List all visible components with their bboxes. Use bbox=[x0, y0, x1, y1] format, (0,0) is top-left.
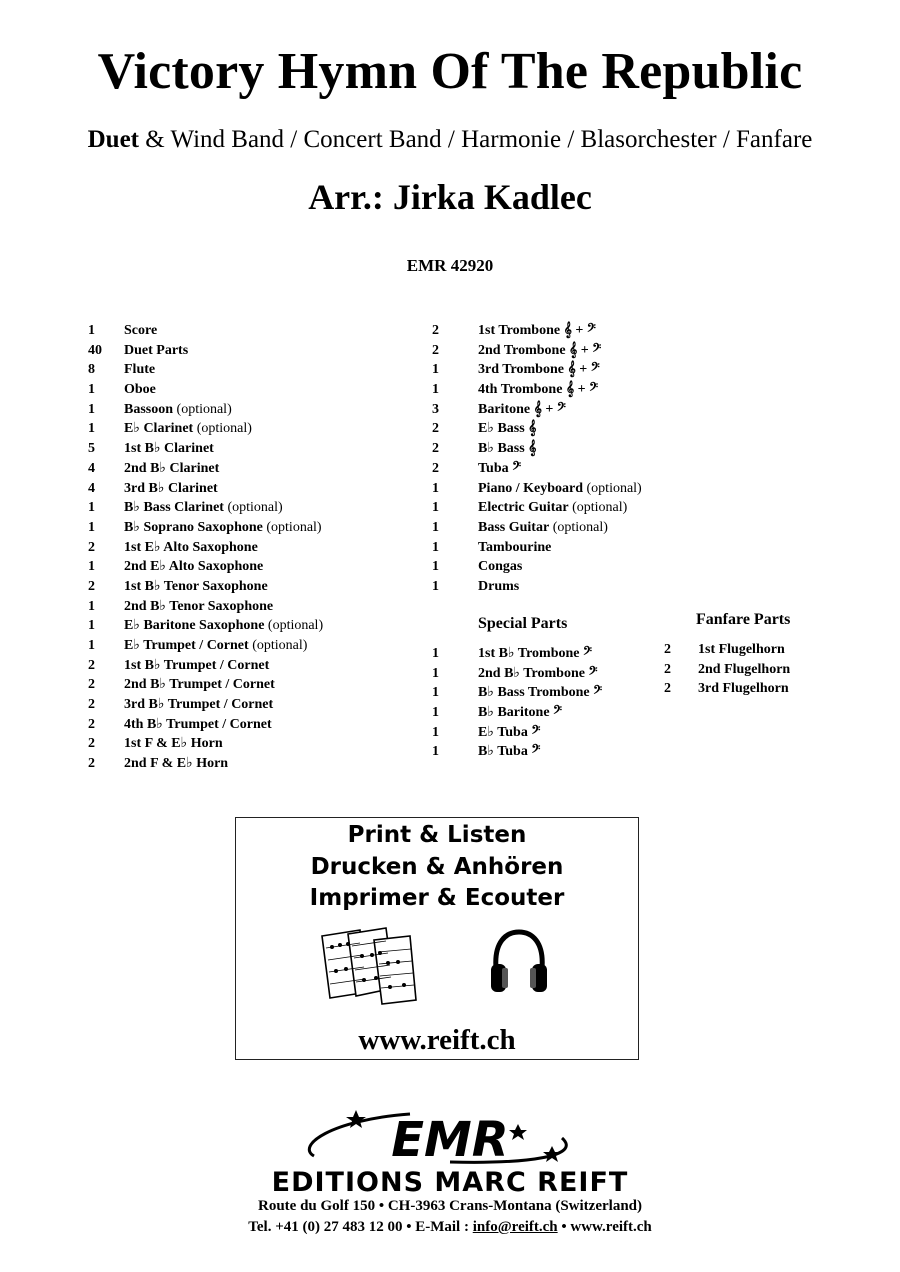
part-name: 3rd Trombone 𝄞 + 𝄢 bbox=[478, 362, 600, 378]
part-row bbox=[88, 577, 323, 597]
fanfare-parts-heading: Fanfare Parts bbox=[696, 611, 791, 628]
part-row bbox=[88, 518, 323, 538]
part-quantity: 2 bbox=[88, 677, 95, 693]
part-row bbox=[432, 577, 642, 597]
catalog-number: EMR 42920 bbox=[406, 256, 494, 275]
part-quantity: 2 bbox=[88, 697, 95, 713]
part-name: 3rd B♭ Trumpet / Cornet bbox=[124, 697, 274, 713]
part-row bbox=[432, 380, 642, 400]
parts-list-right bbox=[432, 321, 642, 597]
part-row bbox=[88, 439, 323, 459]
part-quantity: 2 bbox=[88, 657, 95, 673]
part-name: Duet Parts bbox=[124, 342, 189, 358]
part-name: Score bbox=[124, 323, 158, 338]
publisher-name: EDITIONS MARC REIFT bbox=[271, 1167, 629, 1198]
part-name: Piano / Keyboard bbox=[478, 480, 584, 496]
part-row bbox=[432, 644, 602, 664]
part-row bbox=[432, 400, 642, 420]
part-row bbox=[432, 360, 642, 380]
part-quantity: 1 bbox=[432, 744, 439, 760]
part-optional-note: (optional) bbox=[262, 519, 322, 535]
part-row bbox=[88, 695, 323, 715]
part-quantity: 1 bbox=[88, 598, 95, 614]
part-row bbox=[88, 557, 323, 577]
part-name: E♭ Tuba 𝄢 bbox=[478, 724, 541, 740]
part-name: 1st Flugelhorn bbox=[698, 642, 785, 657]
part-name: 2nd Flugelhorn bbox=[698, 661, 791, 677]
promo-line-english: Print & Listen bbox=[347, 822, 527, 848]
part-quantity: 1 bbox=[432, 519, 439, 535]
instrumentation-subtitle bbox=[0, 126, 900, 154]
part-quantity: 1 bbox=[88, 519, 95, 535]
promo-website: www.reift.ch bbox=[358, 1024, 516, 1056]
part-name: 1st F & E♭ Horn bbox=[124, 736, 223, 752]
part-name: B♭ Soprano Saxophone bbox=[124, 519, 263, 535]
part-quantity: 1 bbox=[88, 323, 95, 338]
contact-phone: Tel. +41 (0) 27 483 12 00 • E-Mail : bbox=[248, 1219, 473, 1235]
part-row bbox=[88, 616, 323, 636]
part-quantity: 1 bbox=[88, 559, 95, 575]
sheet-music-icon bbox=[318, 926, 418, 1006]
promo-line-german: Drucken & Anhören bbox=[310, 853, 564, 880]
part-name: 2nd E♭ Alto Saxophone bbox=[124, 559, 264, 575]
part-quantity: 1 bbox=[432, 724, 439, 740]
subtitle-duet: Duet bbox=[87, 126, 139, 153]
contact-web: • www.reift.ch bbox=[557, 1219, 652, 1235]
part-quantity: 1 bbox=[88, 638, 95, 653]
part-name: E♭ Baritone Saxophone bbox=[124, 618, 265, 634]
part-name: Tuba 𝄢 bbox=[478, 460, 522, 476]
part-name: Baritone 𝄞 + 𝄢 bbox=[478, 401, 566, 417]
part-row bbox=[88, 636, 323, 656]
part-name: E♭ Bass 𝄞 bbox=[478, 421, 537, 437]
part-quantity: 5 bbox=[88, 441, 95, 457]
part-name: B♭ Baritone 𝄢 bbox=[478, 705, 563, 721]
part-quantity: 1 bbox=[88, 500, 95, 516]
part-row bbox=[432, 479, 642, 499]
part-row bbox=[88, 360, 323, 380]
part-optional-note: (optional) bbox=[173, 401, 232, 417]
arranger: Arr.: Jirka Kadlec bbox=[308, 177, 592, 217]
part-row bbox=[432, 321, 642, 341]
part-name: 3rd B♭ Clarinet bbox=[124, 480, 218, 496]
part-row bbox=[432, 341, 642, 361]
part-quantity: 1 bbox=[432, 500, 439, 516]
part-row bbox=[88, 419, 323, 439]
part-row bbox=[88, 341, 323, 361]
part-name: 1st B♭ Clarinet bbox=[124, 441, 214, 457]
part-name: 2nd B♭ Clarinet bbox=[124, 460, 220, 476]
part-quantity: 1 bbox=[88, 401, 95, 417]
part-row bbox=[88, 754, 323, 774]
part-quantity: 2 bbox=[664, 681, 671, 697]
part-name: Oboe bbox=[124, 382, 156, 398]
part-quantity: 1 bbox=[432, 559, 439, 575]
page-title: Victory Hymn Of The Republic bbox=[97, 43, 803, 100]
part-name: B♭ Bass 𝄞 bbox=[478, 441, 537, 457]
part-quantity: 2 bbox=[432, 323, 439, 338]
part-row bbox=[664, 660, 790, 680]
part-name: Flute bbox=[124, 362, 156, 378]
part-name: B♭ Tuba 𝄢 bbox=[478, 744, 541, 760]
part-name: 2nd B♭ Trumpet / Cornet bbox=[124, 677, 275, 693]
part-optional-note: (optional) bbox=[583, 480, 642, 496]
part-quantity: 1 bbox=[432, 685, 439, 701]
part-row bbox=[88, 498, 323, 518]
part-row bbox=[432, 557, 642, 577]
part-quantity: 3 bbox=[432, 401, 439, 417]
part-quantity: 2 bbox=[88, 756, 95, 772]
part-quantity: 1 bbox=[432, 539, 439, 555]
part-row bbox=[664, 640, 790, 660]
part-name: B♭ Bass Clarinet bbox=[124, 500, 224, 516]
part-row bbox=[88, 734, 323, 754]
print-listen-box bbox=[235, 817, 639, 1060]
part-quantity: 1 bbox=[88, 618, 95, 634]
part-row bbox=[664, 679, 790, 699]
part-optional-note: (optional) bbox=[264, 618, 324, 634]
part-quantity: 2 bbox=[664, 661, 671, 677]
part-row bbox=[88, 715, 323, 735]
part-name: Tambourine bbox=[478, 539, 552, 555]
part-optional-note: (optional) bbox=[223, 500, 283, 516]
part-row bbox=[88, 656, 323, 676]
part-row bbox=[88, 479, 323, 499]
part-quantity: 2 bbox=[88, 736, 95, 752]
subtitle-ensembles: & Wind Band / Concert Band / Harmonie / Blasorchester / Fanfare bbox=[139, 126, 813, 153]
part-quantity: 1 bbox=[432, 382, 439, 398]
logo-text: EMR bbox=[391, 1112, 509, 1168]
part-name: Drums bbox=[478, 578, 520, 594]
part-row bbox=[432, 439, 642, 459]
parts-list-left bbox=[88, 321, 323, 774]
part-row bbox=[88, 459, 323, 479]
part-row bbox=[88, 400, 323, 420]
part-name: E♭ Trumpet / Cornet bbox=[124, 638, 249, 653]
part-name: 4th B♭ Trumpet / Cornet bbox=[124, 716, 272, 732]
part-quantity: 1 bbox=[432, 578, 439, 594]
part-name: Bass Guitar bbox=[478, 519, 550, 535]
part-quantity: 2 bbox=[432, 460, 439, 476]
part-row bbox=[88, 380, 323, 400]
part-quantity: 1 bbox=[88, 421, 95, 437]
contact-email-link[interactable]: info@reift.ch bbox=[472, 1219, 558, 1235]
part-name: 1st B♭ Trombone 𝄢 bbox=[478, 646, 593, 661]
part-quantity: 8 bbox=[88, 362, 95, 378]
part-quantity: 2 bbox=[432, 421, 439, 437]
part-quantity: 2 bbox=[432, 441, 439, 457]
part-quantity: 1 bbox=[432, 480, 439, 496]
part-row bbox=[432, 419, 642, 439]
part-row bbox=[432, 498, 642, 518]
part-name: 2nd B♭ Tenor Saxophone bbox=[124, 598, 274, 614]
publisher-address: Route du Golf 150 • CH-3963 Crans-Montana (Switzerland) bbox=[258, 1198, 642, 1214]
part-name: 1st B♭ Tenor Saxophone bbox=[124, 578, 268, 594]
part-quantity: 1 bbox=[88, 382, 95, 398]
part-name: 2nd F & E♭ Horn bbox=[124, 756, 229, 772]
part-row bbox=[432, 683, 602, 703]
special-parts-list bbox=[432, 644, 602, 762]
part-quantity: 2 bbox=[88, 716, 95, 732]
part-quantity: 4 bbox=[88, 480, 95, 496]
headphones-icon bbox=[488, 928, 550, 998]
part-name: Electric Guitar bbox=[478, 500, 569, 516]
part-quantity: 2 bbox=[88, 578, 95, 594]
part-quantity: 2 bbox=[432, 342, 439, 358]
part-name: B♭ Bass Trombone 𝄢 bbox=[478, 685, 603, 701]
part-row bbox=[432, 538, 642, 558]
part-quantity: 1 bbox=[432, 665, 439, 681]
part-optional-note: (optional) bbox=[193, 421, 252, 437]
part-row bbox=[432, 518, 642, 538]
part-optional-note: (optional) bbox=[568, 500, 628, 516]
part-name: 4th Trombone 𝄞 + 𝄢 bbox=[478, 382, 599, 398]
part-row bbox=[88, 538, 323, 558]
part-name: E♭ Clarinet bbox=[124, 421, 194, 437]
part-row bbox=[432, 664, 602, 684]
part-name: 2nd Trombone 𝄞 + 𝄢 bbox=[478, 342, 602, 358]
part-row bbox=[88, 597, 323, 617]
part-name: Bassoon bbox=[124, 401, 174, 417]
part-optional-note: (optional) bbox=[248, 638, 308, 653]
part-optional-note: (optional) bbox=[549, 519, 608, 535]
publisher-contact bbox=[0, 1219, 900, 1236]
part-name: 3rd Flugelhorn bbox=[698, 681, 789, 697]
part-quantity: 1 bbox=[432, 646, 439, 661]
part-quantity: 2 bbox=[88, 539, 95, 555]
part-quantity: 1 bbox=[432, 705, 439, 721]
part-quantity: 4 bbox=[88, 460, 95, 476]
special-parts-heading: Special Parts bbox=[478, 615, 568, 632]
part-quantity: 1 bbox=[432, 362, 439, 378]
emr-logo bbox=[300, 1106, 600, 1168]
part-row bbox=[432, 742, 602, 762]
part-quantity: 40 bbox=[88, 342, 102, 358]
part-row bbox=[432, 703, 602, 723]
part-quantity: 2 bbox=[664, 642, 671, 657]
part-name: 1st B♭ Trumpet / Cornet bbox=[124, 657, 270, 673]
part-row bbox=[88, 321, 323, 341]
part-row bbox=[432, 723, 602, 743]
part-name: 1st E♭ Alto Saxophone bbox=[124, 539, 258, 555]
part-name: 1st Trombone 𝄞 + 𝄢 bbox=[478, 323, 596, 338]
fanfare-parts-list bbox=[664, 640, 790, 699]
part-row bbox=[88, 675, 323, 695]
promo-line-french: Imprimer & Ecouter bbox=[309, 885, 565, 911]
part-name: Congas bbox=[478, 559, 523, 575]
part-name: 2nd B♭ Trombone 𝄢 bbox=[478, 665, 598, 681]
part-row bbox=[432, 459, 642, 479]
